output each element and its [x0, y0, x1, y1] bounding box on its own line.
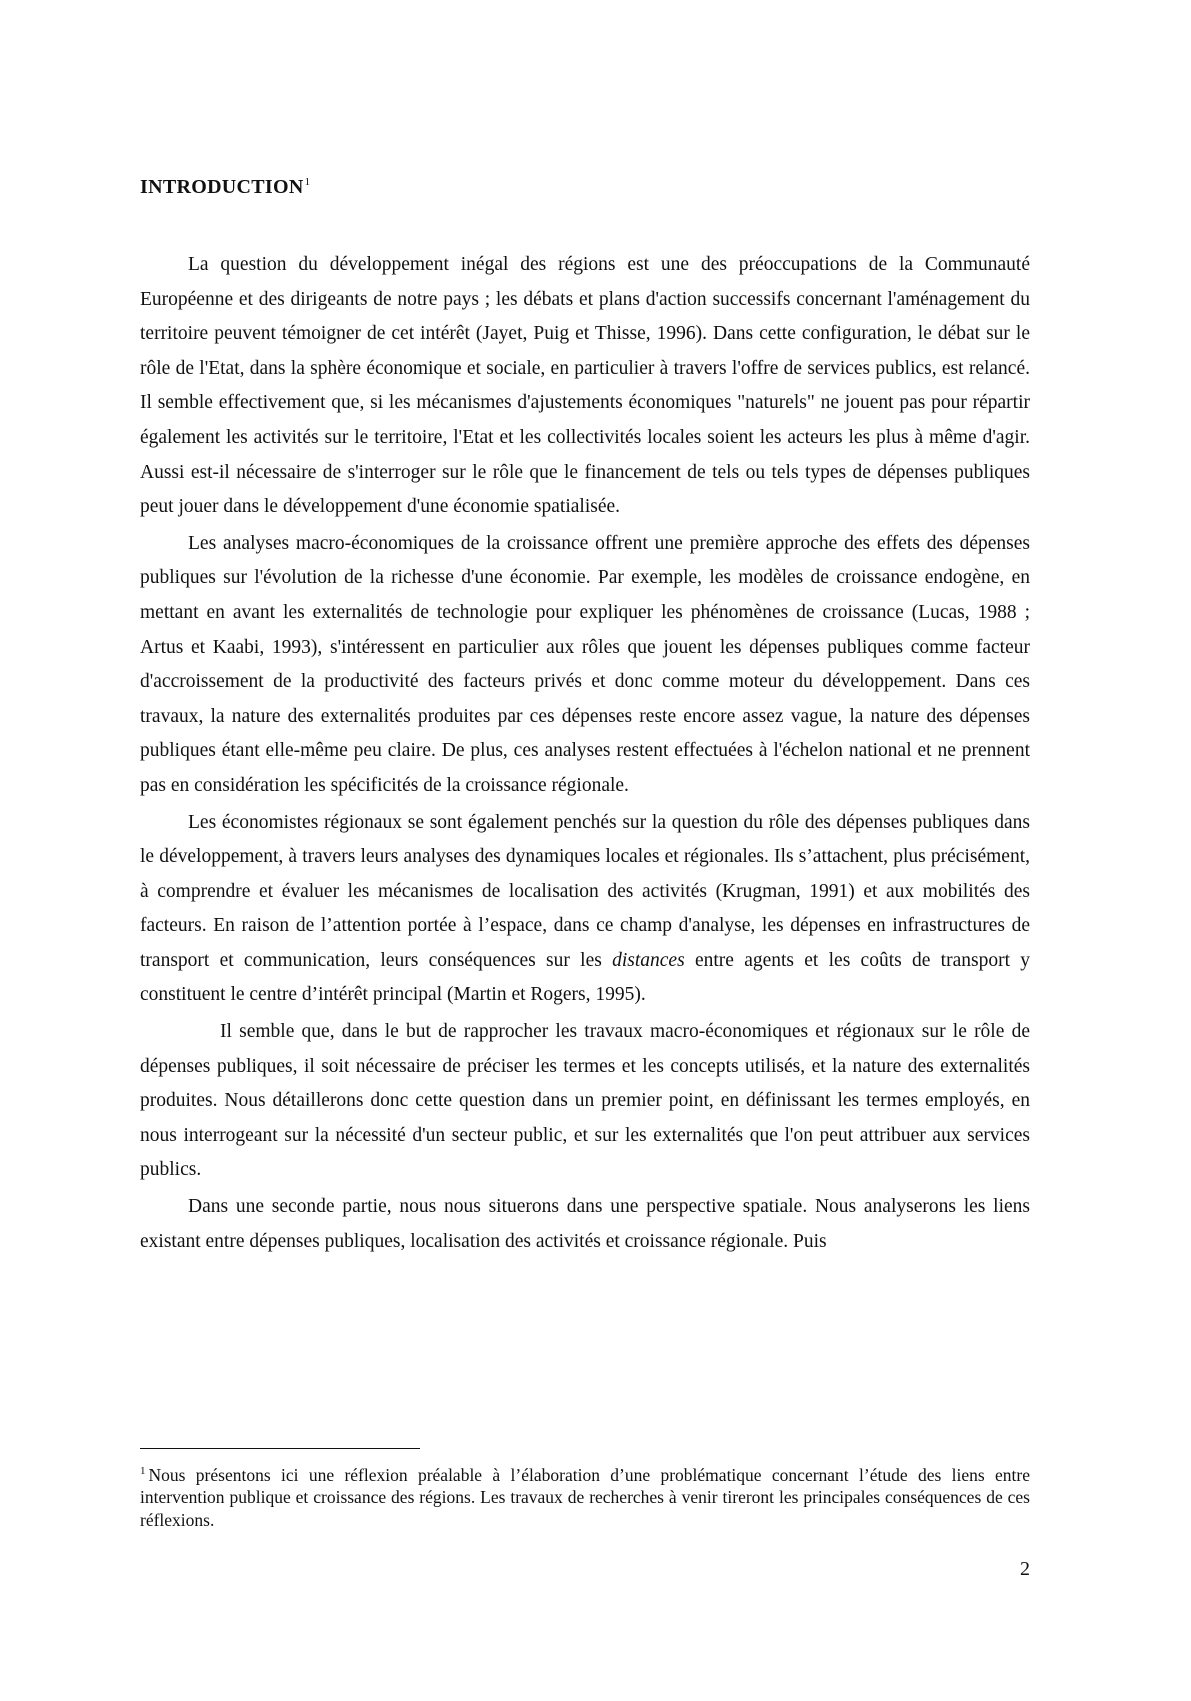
paragraph-3-text-start: Les économistes régionaux se sont également penchés sur la question du rôle des dépenses publiques dans le développement, à travers leurs analyses des dynamiques locales et régionales. Ils s’attachent, plus précisément, à comprendre et évaluer les mécanismes de localisation des activités (Krugman, 1991) et aux mobilités des facteurs. En raison de l’attention portée à l’espace, dans ce champ d'analyse, les dépenses en infrastructures de transport et communication, leurs conséquences sur les	[140, 811, 1030, 971]
paragraph-4: Il semble que, dans le but de rapprocher les travaux macro-économiques et régionaux sur le rôle de dépenses publiques, il soit nécessaire de préciser les termes et les concepts utilisés, et la nature des externalités produites. Nous détaillerons donc cette question dans un premier point, en définissant les termes employés, en nous interrogeant sur la nécessité d'un secteur public, et sur les externalités que l'on peut attribuer aux services publics.	[140, 1021, 1030, 1181]
paragraph-3-text-end: entre agents et les coûts de transport y constituent le centre d’intérêt principal (Martin et Rogers, 1995).	[140, 949, 1031, 1006]
section-heading	[140, 176, 310, 199]
footnote-mark: 1	[140, 1465, 146, 1477]
paragraph-5: Dans une seconde partie, nous nous situerons dans une perspective spatiale. Nous analyserons les liens existant entre dépenses publiques, localisation des activités et croissance régionale. Puis	[140, 1196, 1030, 1252]
section-heading-title: INTRODUCTION	[140, 176, 304, 198]
paragraph-1: La question du développement inégal des régions est une des préoccupations de la Communauté Européenne et des dirigeants de notre pays ; les débats et plans d'action successifs concernant l'aménagement du territoire peuvent témoigner de cet intérêt (Jayet, Puig et Thisse, 1996). Dans cette configuration, le débat sur le rôle de l'Etat, dans la sphère économique et sociale, en particulier à travers l'offre de services publics, est relancé. Il semble effectivement que, si les mécanismes d'ajustements économiques "naturels" ne jouent pas pour répartir également les activités sur le territoire, l'Etat et les collectivités locales soient les acteurs les plus à même d'agir. Aussi est-il nécessaire de s'interroger sur le rôle que le financement de tels ou tels types de dépenses publiques peut jouer dans le développement d'une économie spatialisée.	[140, 254, 1030, 518]
body-text	[140, 248, 1030, 1259]
paragraph-2: Les analyses macro-économiques de la croissance offrent une première approche des effets des dépenses publiques sur l'évolution de la richesse d'une économie. Par exemple, les modèles de croissance endogène, en mettant en avant les externalités de technologie pour expliquer les phénomènes de croissance (Lucas, 1988 ; Artus et Kaabi, 1993), s'intéressent en particulier aux rôles que jouent les dépenses publiques comme facteur d'accroissement de la productivité des facteurs privés et donc comme moteur du développement. Dans ces travaux, la nature des externalités produites par ces dépenses reste encore assez vague, la nature des dépenses publiques étant elle-même peu claire. De plus, ces analyses restent effectuées à l'échelon national et ne prennent pas en considération les spécificités de la croissance régionale.	[140, 532, 1030, 796]
footnote-text: Nous présentons ici une réflexion préalable à l’élaboration d’une problématique concernant l’étude des liens entre intervention publique et croissance des régions. Les travaux de recherches à venir tireront les principales conséquences de ces réflexions.	[140, 1464, 1030, 1530]
page-number: 2	[1020, 1558, 1030, 1580]
paragraph-3	[140, 806, 1030, 1014]
footnote-separator	[140, 1448, 420, 1449]
paragraph-3-emphasis: distances	[612, 949, 685, 971]
footnote-reference-mark: 1	[304, 176, 311, 189]
footnote	[140, 1460, 1030, 1531]
